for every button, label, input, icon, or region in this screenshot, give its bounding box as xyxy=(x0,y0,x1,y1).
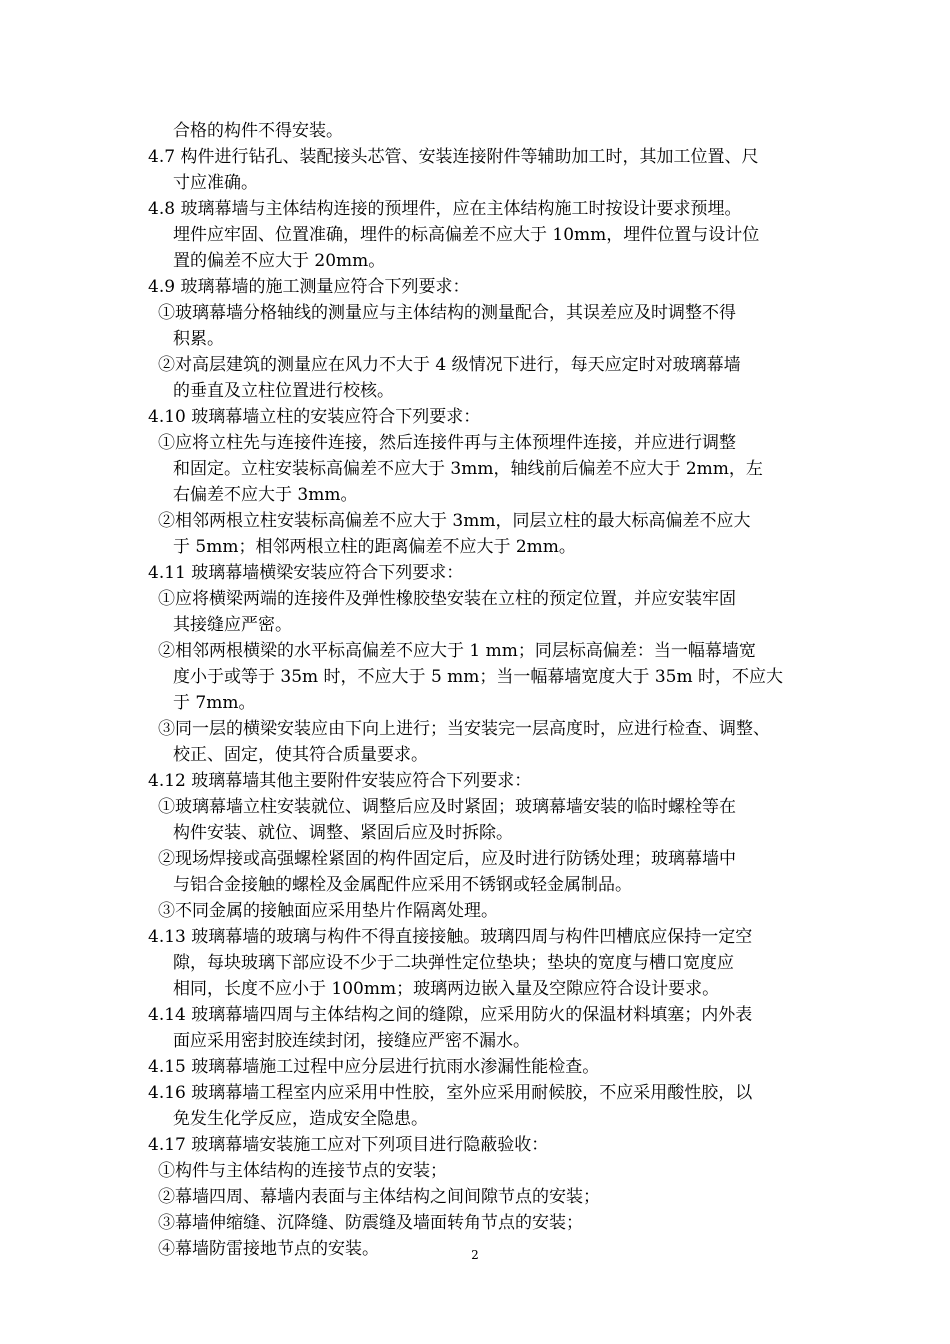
text-line: 4.13 玻璃幕墙的玻璃与构件不得直接接触。玻璃四周与构件凹槽底应保持一定空 xyxy=(148,927,753,947)
text-line: ④幕墙防雷接地节点的安装。 xyxy=(158,1239,379,1259)
text-line: 4.12 玻璃幕墙其他主要附件安装应符合下列要求： xyxy=(148,771,532,791)
text-line: 4.17 玻璃幕墙安装施工应对下列项目进行隐蔽验收： xyxy=(148,1135,549,1155)
text-line: 4.16 玻璃幕墙工程室内应采用中性胶，室外应采用耐候胶，不应采用酸性胶，以 xyxy=(148,1083,753,1103)
text-line: ①应将横梁两端的连接件及弹性橡胶垫安装在立柱的预定位置，并应安装牢固 xyxy=(158,589,736,609)
text-line: 的垂直及立柱位置进行校核。 xyxy=(173,381,394,401)
document-body xyxy=(148,118,828,1262)
text-line: 合格的构件不得安装。 xyxy=(173,121,343,141)
text-line: 度小于或等于 35m 时，不应大于 5 mm；当一幅幕墙宽度大于 35m 时，不应大 xyxy=(173,667,783,687)
text-line: 隙，每块玻璃下部应设不少于二块弹性定位垫块；垫块的宽度与槽口宽度应 xyxy=(173,953,734,973)
text-line: ②现场焊接或高强螺栓紧固的构件固定后，应及时进行防锈处理；玻璃幕墙中 xyxy=(158,849,736,869)
text-line: 与铝合金接触的螺栓及金属配件应采用不锈钢或轻金属制品。 xyxy=(173,875,632,895)
text-line: 积累。 xyxy=(173,329,224,349)
text-line: 4.10 玻璃幕墙立柱的安装应符合下列要求： xyxy=(148,407,481,427)
text-line: 埋件应牢固、位置准确，埋件的标高偏差不应大于 10mm，埋件位置与设计位 xyxy=(173,225,760,245)
text-line: 其接缝应严密。 xyxy=(173,615,292,635)
text-line: ②对高层建筑的测量应在风力不大于 4 级情况下进行，每天应定时对玻璃幕墙 xyxy=(158,355,741,375)
text-line: 右偏差不应大于 3mm。 xyxy=(173,485,358,505)
text-line: 4.15 玻璃幕墙施工过程中应分层进行抗雨水渗漏性能检查。 xyxy=(148,1057,600,1077)
text-line: ③不同金属的接触面应采用垫片作隔离处理。 xyxy=(158,901,498,921)
text-line: ①构件与主体结构的连接节点的安装； xyxy=(158,1161,447,1181)
text-line: 置的偏差不应大于 20mm。 xyxy=(173,251,386,271)
text-line: ②相邻两根横梁的水平标高偏差不应大于 1 mm；同层标高偏差：当一幅幕墙宽 xyxy=(158,641,756,661)
text-line: 4.9 玻璃幕墙的施工测量应符合下列要求： xyxy=(148,277,470,297)
text-line: 相同，长度不应小于 100mm；玻璃两边嵌入量及空隙应符合设计要求。 xyxy=(173,979,720,999)
text-line: 4.14 玻璃幕墙四周与主体结构之间的缝隙，应采用防火的保温材料填塞；内外表 xyxy=(148,1005,753,1025)
text-line: 寸应准确。 xyxy=(173,173,258,193)
text-line: 于 5mm；相邻两根立柱的距离偏差不应大于 2mm。 xyxy=(173,537,576,557)
text-line: 于 7mm。 xyxy=(173,693,256,713)
text-line: 4.8 玻璃幕墙与主体结构连接的预埋件，应在主体结构施工时按设计要求预埋。 xyxy=(148,199,742,219)
text-line: ③幕墙伸缩缝、沉降缝、防震缝及墙面转角节点的安装； xyxy=(158,1213,583,1233)
page-number: 2 xyxy=(471,1248,479,1262)
text-line: ③同一层的横梁安装应由下向上进行；当安装完一层高度时，应进行检查、调整、 xyxy=(158,719,770,739)
text-line: 构件安装、就位、调整、紧固后应及时拆除。 xyxy=(173,823,513,843)
text-line: 和固定。立柱安装标高偏差不应大于 3mm，轴线前后偏差不应大于 2mm，左 xyxy=(173,459,763,479)
text-line: ②幕墙四周、幕墙内表面与主体结构之间间隙节点的安装； xyxy=(158,1187,600,1207)
text-line: ①玻璃幕墙立柱安装就位、调整后应及时紧固；玻璃幕墙安装的临时螺栓等在 xyxy=(158,797,736,817)
text-line: 面应采用密封胶连续封闭，接缝应严密不漏水。 xyxy=(173,1031,530,1051)
text-line: 校正、固定，使其符合质量要求。 xyxy=(173,745,428,765)
text-line: ①应将立柱先与连接件连接，然后连接件再与主体预埋件连接，并应进行调整 xyxy=(158,433,736,453)
text-line: 免发生化学反应，造成安全隐患。 xyxy=(173,1109,428,1129)
text-line: ①玻璃幕墙分格轴线的测量应与主体结构的测量配合，其误差应及时调整不得 xyxy=(158,303,736,323)
text-line: 4.11 玻璃幕墙横梁安装应符合下列要求： xyxy=(148,563,464,583)
text-line: 4.7 构件进行钻孔、装配接头芯管、安装连接附件等辅助加工时，其加工位置、尺 xyxy=(148,147,759,167)
text-line: ②相邻两根立柱安装标高偏差不应大于 3mm，同层立柱的最大标高偏差不应大 xyxy=(158,511,751,531)
